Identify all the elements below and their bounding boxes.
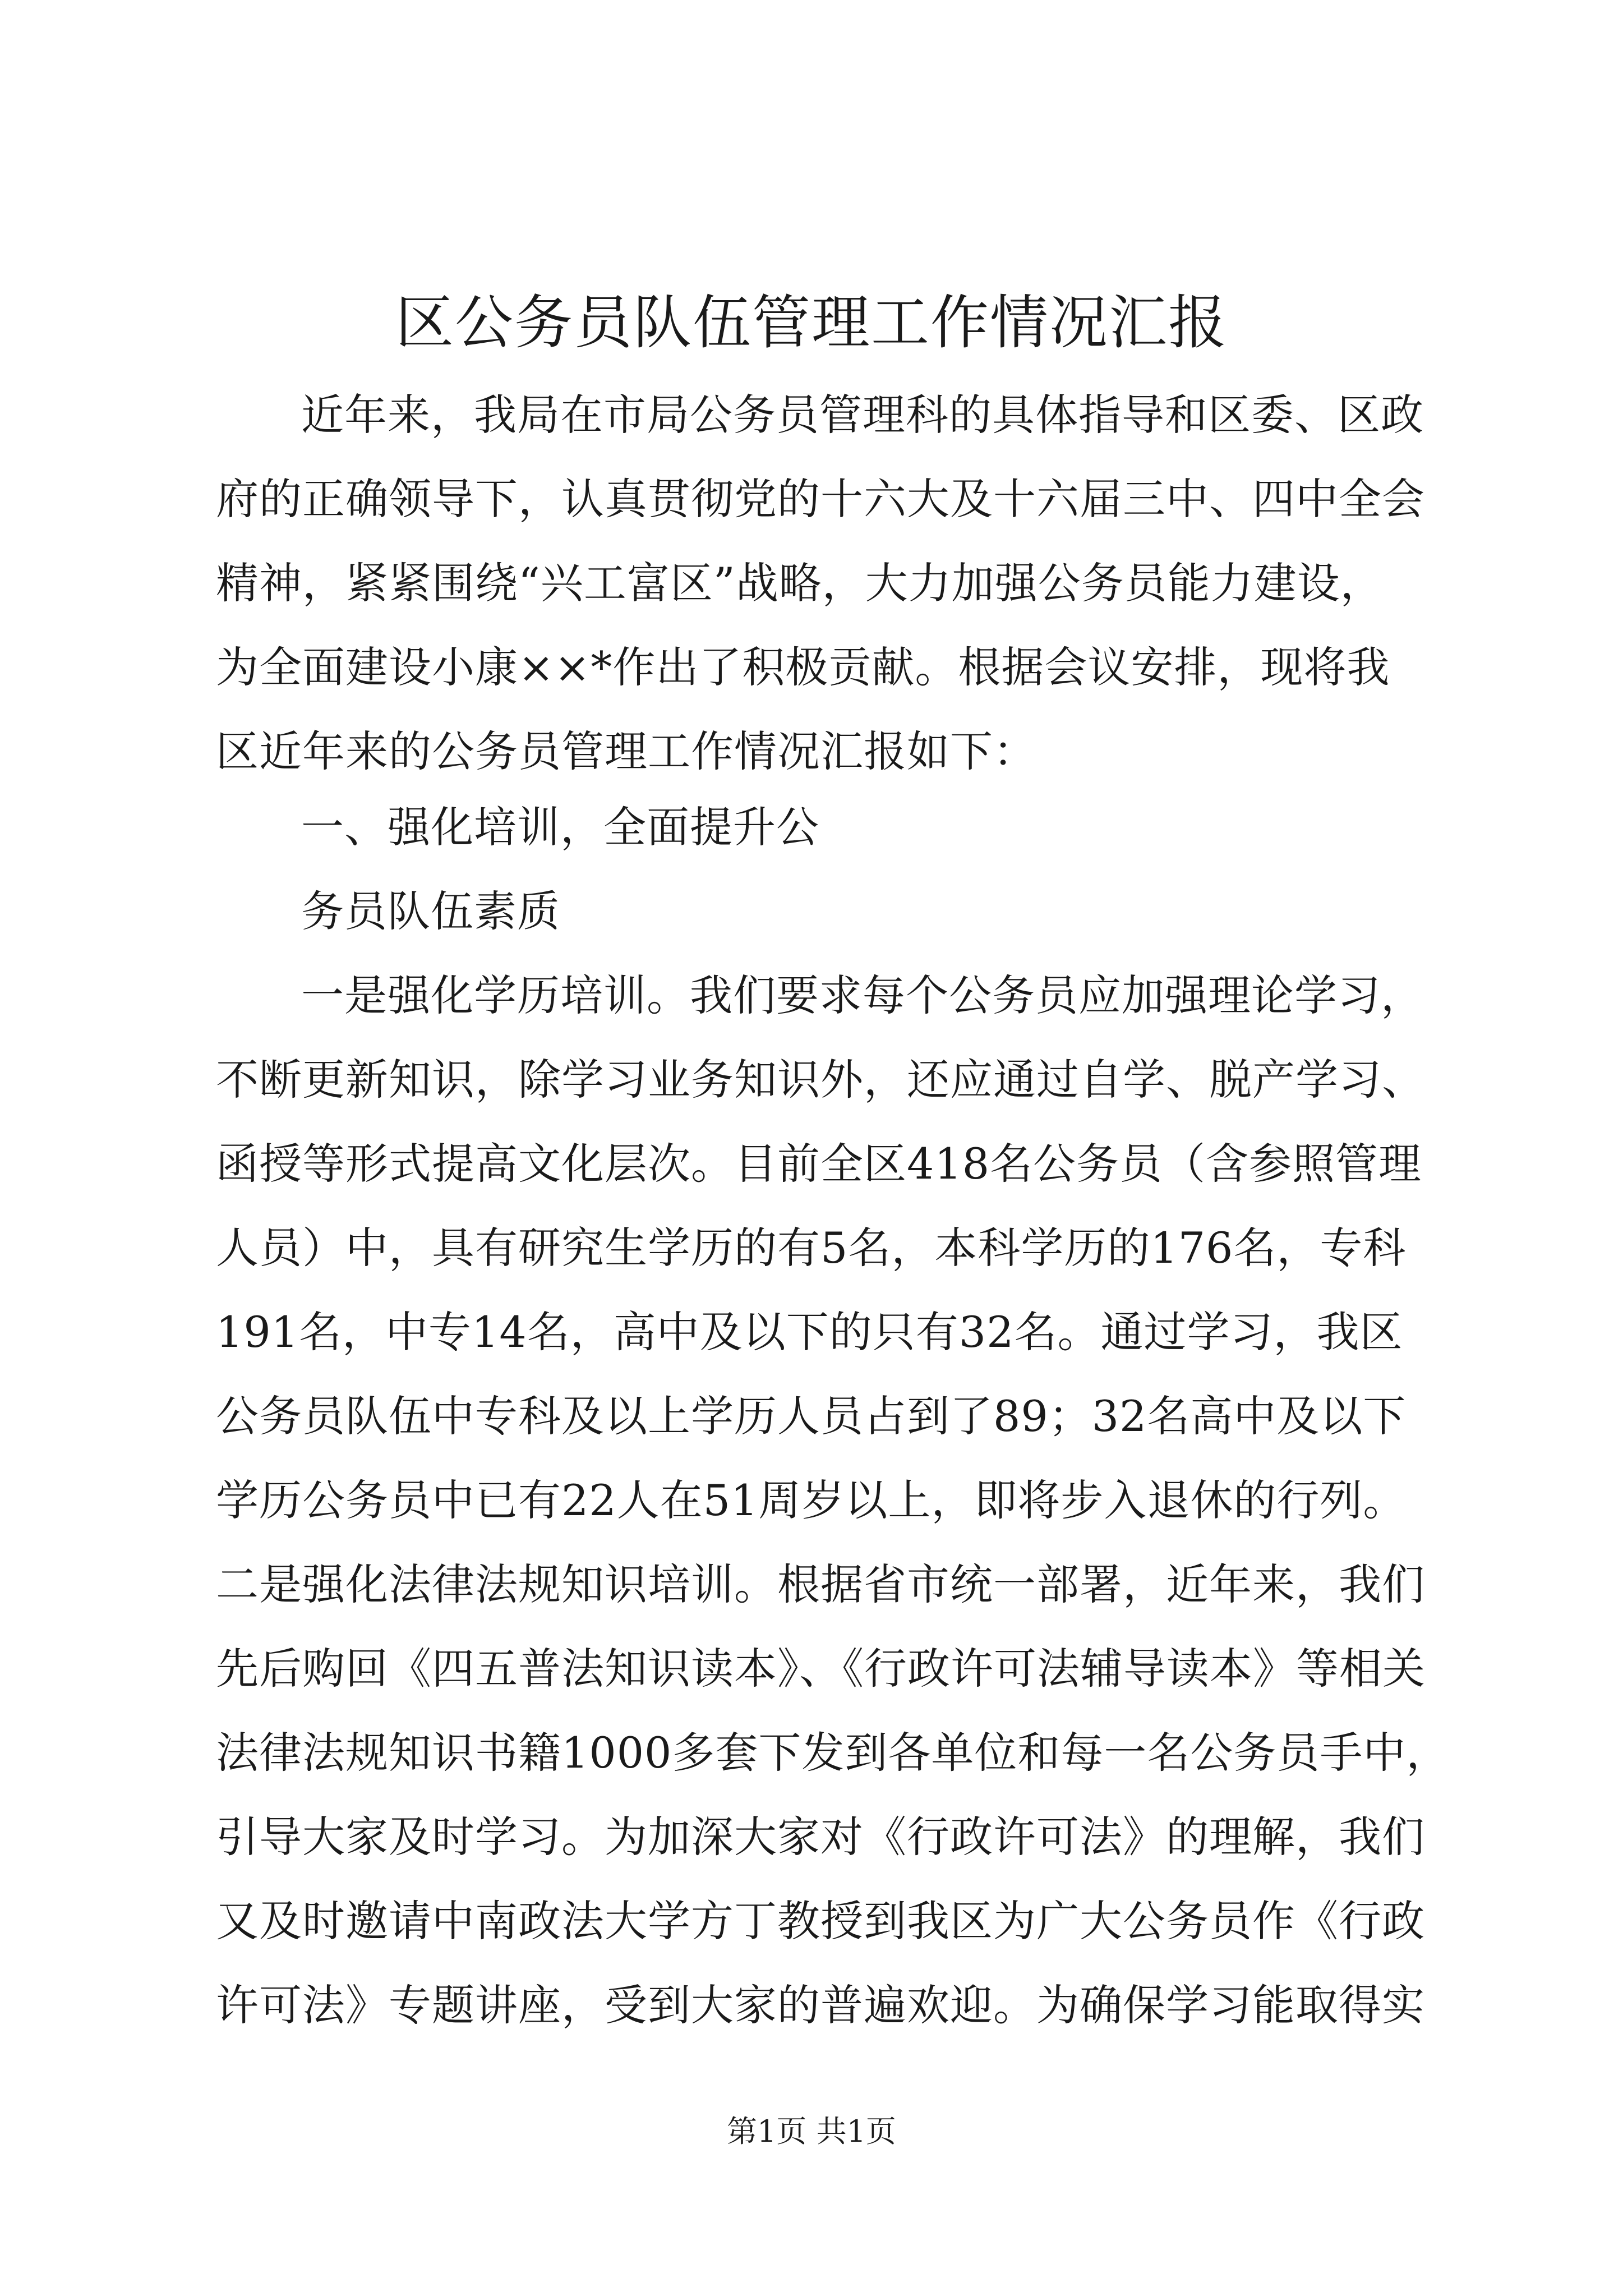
- text-line-11: 人员）中，具有研究生学历的有5名，本科学历的176名，专科: [216, 1223, 1407, 1273]
- text-line-12: 191名，中专14名，高中及以下的只有32名。通过学习，我区: [216, 1307, 1403, 1357]
- section-heading-1a: 一、强化培训，全面提升公: [301, 802, 819, 852]
- text-line-17: 法律法规知识书籍1000多套下发到各单位和每一名公务员手中，: [216, 1728, 1450, 1778]
- text-line-4: 为全面建设小康××*作出了积极贡献。根据会议安排，现将我: [216, 642, 1390, 692]
- text-line-14: 学历公务员中已有22人在51周岁以上，即将步入退休的行列。: [216, 1475, 1407, 1525]
- text-line-10: 函授等形式提高文化层次。目前全区418名公务员（含参照管理: [216, 1139, 1422, 1189]
- text-line-13: 公务员队伍中专科及以上学历人员占到了89；32名高中及以下: [216, 1391, 1407, 1441]
- document-title: 区公务员队伍管理工作情况汇报: [395, 288, 1228, 357]
- text-line-3: 精神，紧紧围绕“兴工富区”战略，大力加强公务员能力建设，: [216, 558, 1384, 608]
- text-line-2: 府的正确领导下，认真贯彻党的十六大及十六届三中、四中全会: [216, 474, 1425, 524]
- page-footer: 第1页 共1页: [727, 2114, 896, 2149]
- section-heading-1b: 务员队伍素质: [301, 886, 560, 936]
- text-line-20: 许可法》专题讲座，受到大家的普遍欢迎。为确保学习能取得实: [216, 1980, 1425, 2030]
- text-line-1: 近年来，我局在市局公务员管理科的具体指导和区委、区政: [301, 390, 1424, 440]
- text-line-9: 不断更新知识，除学习业务知识外，还应通过自学、脱产学习、: [216, 1055, 1425, 1105]
- text-line-8: 一是强化学历培训。我们要求每个公务员应加强理论学习，: [301, 970, 1424, 1020]
- text-line-19: 又及时邀请中南政法大学方丁教授到我区为广大公务员作《行政: [216, 1896, 1425, 1946]
- text-line-15: 二是强化法律法规知识培训。根据省市统一部署，近年来，我们: [216, 1559, 1425, 1609]
- text-line-18: 引导大家及时学习。为加深大家对《行政许可法》的理解，我们: [216, 1812, 1425, 1862]
- text-line-16: 先后购回《四五普法知识读本》、《行政许可法辅导读本》等相关: [216, 1644, 1426, 1694]
- text-line-5: 区近年来的公务员管理工作情况汇报如下：: [216, 726, 1036, 776]
